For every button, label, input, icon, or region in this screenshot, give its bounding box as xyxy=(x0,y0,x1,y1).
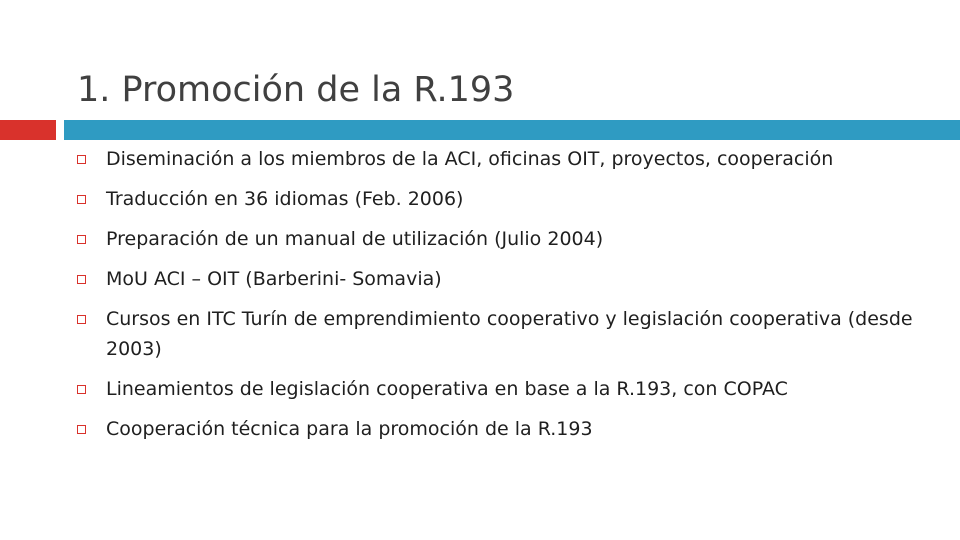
bullet-text: Preparación de un manual de utilización (Julio 2004) xyxy=(106,228,604,250)
hollow-square-icon xyxy=(77,315,86,324)
bullet-text: Cooperación técnica para la promoción de la R.193 xyxy=(106,418,593,440)
bullet-item xyxy=(76,224,936,254)
slide-title: 1. Promoción de la R.193 xyxy=(77,70,515,110)
bullet-text: Lineamientos de legislación cooperativa en base a la R.193, con COPAC xyxy=(106,378,788,400)
hollow-square-icon xyxy=(77,385,86,394)
bullet-item xyxy=(76,144,936,174)
bullet-item xyxy=(76,414,936,444)
bullet-text: Cursos en ITC Turín de emprendimiento cooperativo y legislación cooperativa (desde 2003) xyxy=(106,308,913,360)
bullet-text: Traducción en 36 idiomas (Feb. 2006) xyxy=(106,188,464,210)
hollow-square-icon xyxy=(77,425,86,434)
title-rule-bar xyxy=(64,120,960,140)
hollow-square-icon xyxy=(77,275,86,284)
bullet-item xyxy=(76,304,936,364)
bullet-item xyxy=(76,184,936,214)
bullet-list xyxy=(76,144,936,444)
bullet-text: MoU ACI – OIT (Barberini- Somavia) xyxy=(106,268,442,290)
hollow-square-icon xyxy=(77,195,86,204)
bullet-item xyxy=(76,264,936,294)
hollow-square-icon xyxy=(77,235,86,244)
bullet-text: Diseminación a los miembros de la ACI, oficinas OIT, proyectos, cooperación xyxy=(106,148,834,170)
title-rule-accent xyxy=(0,120,56,140)
hollow-square-icon xyxy=(77,155,86,164)
bullet-item xyxy=(76,374,936,404)
